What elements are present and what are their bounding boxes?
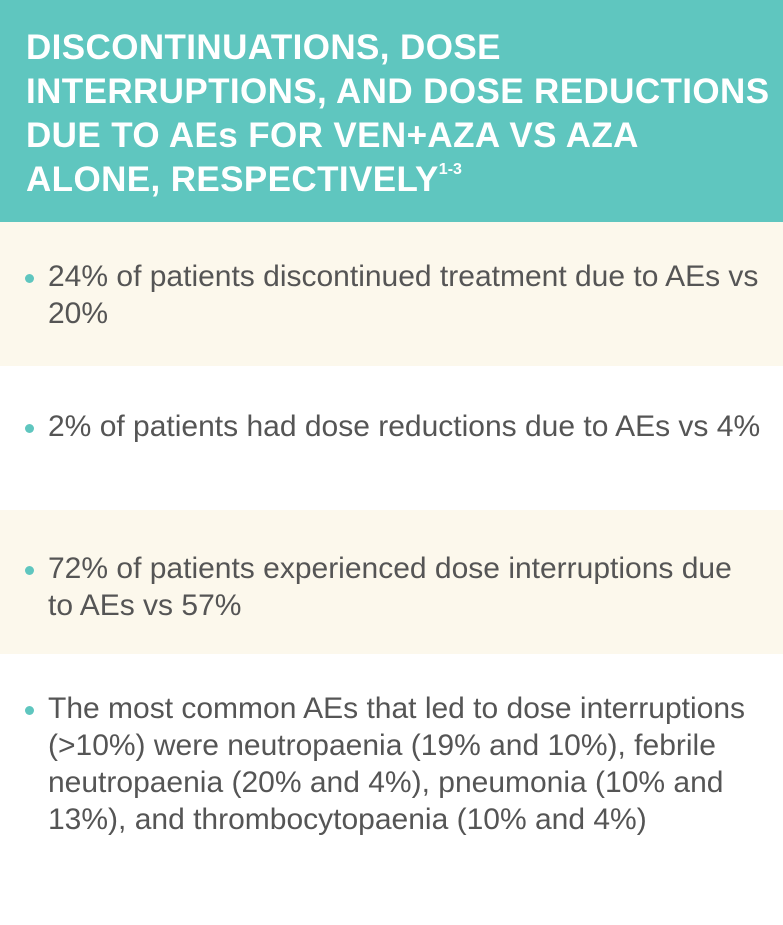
list-item	[0, 654, 783, 925]
list-item	[0, 366, 783, 510]
header-title	[26, 26, 771, 202]
list-item-text: 72% of patients experienced dose interruptions due to AEs vs 57%	[48, 552, 732, 622]
header-superscript: 1-3	[438, 161, 462, 179]
list-item-text: 24% of patients discontinued treatment due to AEs vs 20%	[48, 260, 759, 330]
header-title-text: DISCONTINUATIONS, DOSE INTERRUPTIONS, AND DOSE REDUCTIONS DUE TO AEs FOR VEN+AZA VS AZA ALONE, RESPECTIVELY	[26, 28, 770, 199]
list-item	[0, 222, 783, 366]
bullet-icon	[25, 706, 34, 715]
list-item-text: 2% of patients had dose reductions due to AEs vs 4%	[48, 410, 761, 443]
bullet-icon	[25, 274, 34, 283]
header-banner	[0, 0, 783, 222]
bullet-icon	[25, 424, 34, 433]
list-item	[0, 510, 783, 654]
list-item-text: The most common AEs that led to dose interruptions (>10%) were neutropaenia (19% and 10%), febrile neutropaenia (20% and 4%), pneumonia (10% and 13%), and thrombocytopaenia (10% and 4%)	[48, 692, 746, 836]
bullet-list	[0, 222, 783, 925]
bullet-icon	[25, 566, 34, 575]
